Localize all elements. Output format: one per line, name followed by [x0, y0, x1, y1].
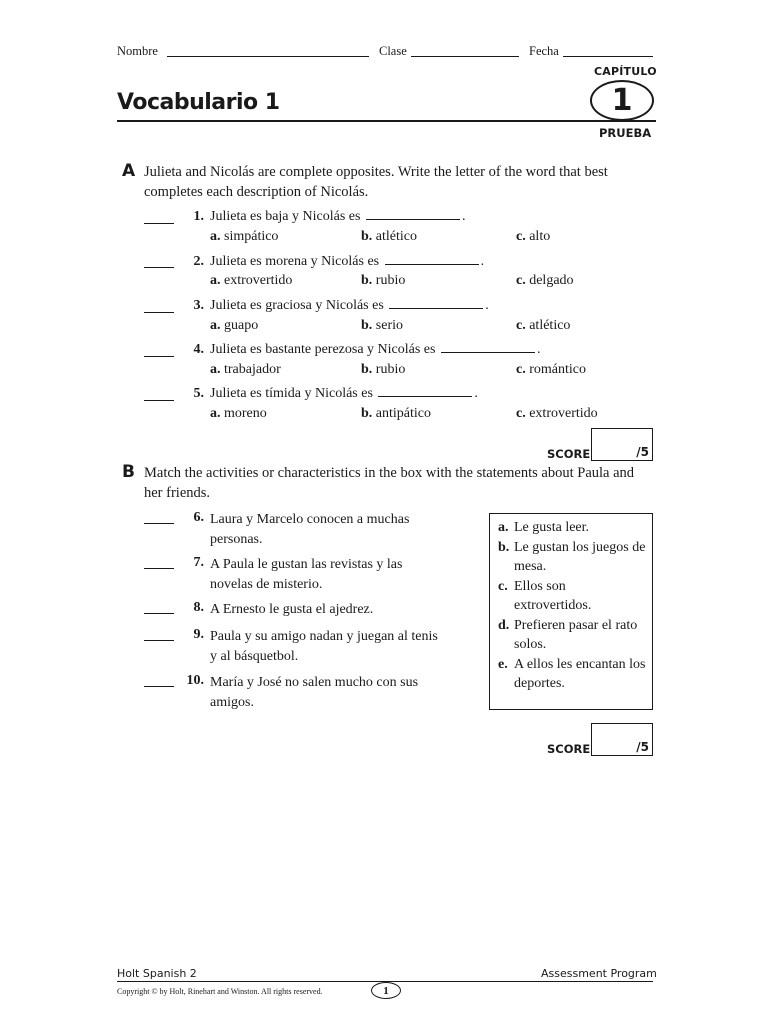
- score-value-b: /5: [636, 740, 649, 754]
- option-c: c. atlético: [516, 318, 571, 333]
- statement-number: 8.: [193, 600, 204, 615]
- question-number: 5.: [193, 386, 204, 401]
- clase-label: Clase: [379, 44, 407, 58]
- statement-number: 10.: [186, 673, 204, 688]
- statement-number: 9.: [193, 627, 204, 642]
- question-text: Julieta es baja y Nicolás es .: [210, 209, 466, 224]
- choice-item: b. Le gustan los juegos de mesa.: [498, 539, 646, 574]
- statement-number: 7.: [193, 555, 204, 570]
- question-number: 2.: [193, 254, 204, 269]
- fill-blank: [385, 264, 479, 265]
- question-number: 4.: [193, 342, 204, 357]
- option-b: b. antipático: [361, 406, 431, 421]
- capitulo-label: CAPÍTULO: [594, 65, 657, 78]
- score-value-a: /5: [636, 445, 649, 459]
- score-label-a: SCORE: [547, 447, 591, 461]
- page-number-badge: [371, 982, 401, 999]
- prueba-label: PRUEBA: [599, 126, 652, 140]
- chapter-number: 1: [611, 82, 633, 118]
- section-a-instructions: Julieta and Nicolás are complete opposites. Write the letter of the word that best completes each description of Nicolás.: [144, 164, 608, 200]
- fill-blank: [441, 352, 535, 353]
- statement-number: 6.: [193, 510, 204, 525]
- fecha-label: Fecha: [529, 44, 559, 58]
- statement-text: A Paula le gustan las revistas y las novelas de misterio.: [210, 557, 403, 592]
- answer-blank-4[interactable]: [144, 356, 174, 357]
- footer-program: Assessment Program: [541, 967, 657, 980]
- fill-blank: [366, 219, 460, 220]
- answer-blank-2[interactable]: [144, 267, 174, 268]
- answer-blank-3[interactable]: [144, 312, 174, 313]
- score-box-b[interactable]: [591, 723, 653, 756]
- option-a: a. trabajador: [210, 362, 281, 377]
- question-text: Julieta es tímida y Nicolás es .: [210, 386, 478, 401]
- statement-text: María y José no salen mucho con sus amigos.: [210, 675, 419, 710]
- statement-text: A Ernesto le gusta el ajedrez.: [210, 602, 374, 617]
- fill-blank: [389, 308, 483, 309]
- answer-blank-10[interactable]: [144, 686, 174, 687]
- answer-blank-6[interactable]: [144, 523, 174, 524]
- question-text: Julieta es graciosa y Nicolás es .: [210, 298, 489, 313]
- answer-blank-5[interactable]: [144, 400, 174, 401]
- question-number: 1.: [193, 209, 204, 224]
- choice-item: a. Le gusta leer.: [498, 520, 590, 535]
- choice-item: c. Ellos son extrovertidos.: [498, 578, 592, 613]
- answer-blank-1[interactable]: [144, 223, 174, 224]
- page-number: 1: [383, 984, 389, 997]
- option-b: b. rubio: [361, 273, 406, 288]
- option-c: c. extrovertido: [516, 406, 598, 421]
- question-text: Julieta es bastante perezosa y Nicolás es .: [210, 342, 541, 357]
- clase-field[interactable]: [411, 56, 519, 57]
- title-rule: [117, 120, 656, 122]
- option-a: a. moreno: [210, 406, 267, 421]
- choice-item: e. A ellos les encantan los deportes.: [498, 656, 646, 691]
- chapter-badge: [590, 80, 654, 121]
- nombre-label: Nombre: [117, 44, 158, 58]
- answer-choices-box: [489, 513, 653, 710]
- section-b-letter: B: [122, 462, 135, 482]
- choice-item: d. Prefieren pasar el rato solos.: [498, 617, 638, 652]
- option-a: a. guapo: [210, 318, 259, 333]
- option-b: b. atlético: [361, 229, 417, 244]
- option-a: a. simpático: [210, 229, 279, 244]
- copyright: Copyright © by Holt, Rinehart and Winston. All rights reserved.: [117, 987, 323, 996]
- option-c: c. romántico: [516, 362, 586, 377]
- nombre-field[interactable]: [167, 56, 369, 57]
- option-b: b. rubio: [361, 362, 406, 377]
- option-b: b. serio: [361, 318, 404, 333]
- answer-blank-9[interactable]: [144, 640, 174, 641]
- question-number: 3.: [193, 298, 204, 313]
- fill-blank: [378, 396, 472, 397]
- answer-blank-8[interactable]: [144, 613, 174, 614]
- section-a-letter: A: [122, 161, 136, 181]
- option-c: c. delgado: [516, 273, 574, 288]
- statement-text: Laura y Marcelo conocen a muchas personas.: [210, 512, 410, 547]
- option-a: a. extrovertido: [210, 273, 293, 288]
- footer-book: Holt Spanish 2: [117, 967, 197, 980]
- fecha-field[interactable]: [563, 56, 653, 57]
- answer-blank-7[interactable]: [144, 568, 174, 569]
- score-label-b: SCORE: [547, 742, 591, 756]
- question-text: Julieta es morena y Nicolás es .: [210, 254, 485, 269]
- statement-text: Paula y su amigo nadan y juegan al tenis y al básquetbol.: [210, 629, 438, 664]
- page-title: Vocabulario 1: [117, 90, 280, 115]
- section-b-instructions: Match the activities or characteristics in the box with the statements about Paula and her friends.: [144, 465, 635, 501]
- option-c: c. alto: [516, 229, 551, 244]
- score-box-a[interactable]: [591, 428, 653, 461]
